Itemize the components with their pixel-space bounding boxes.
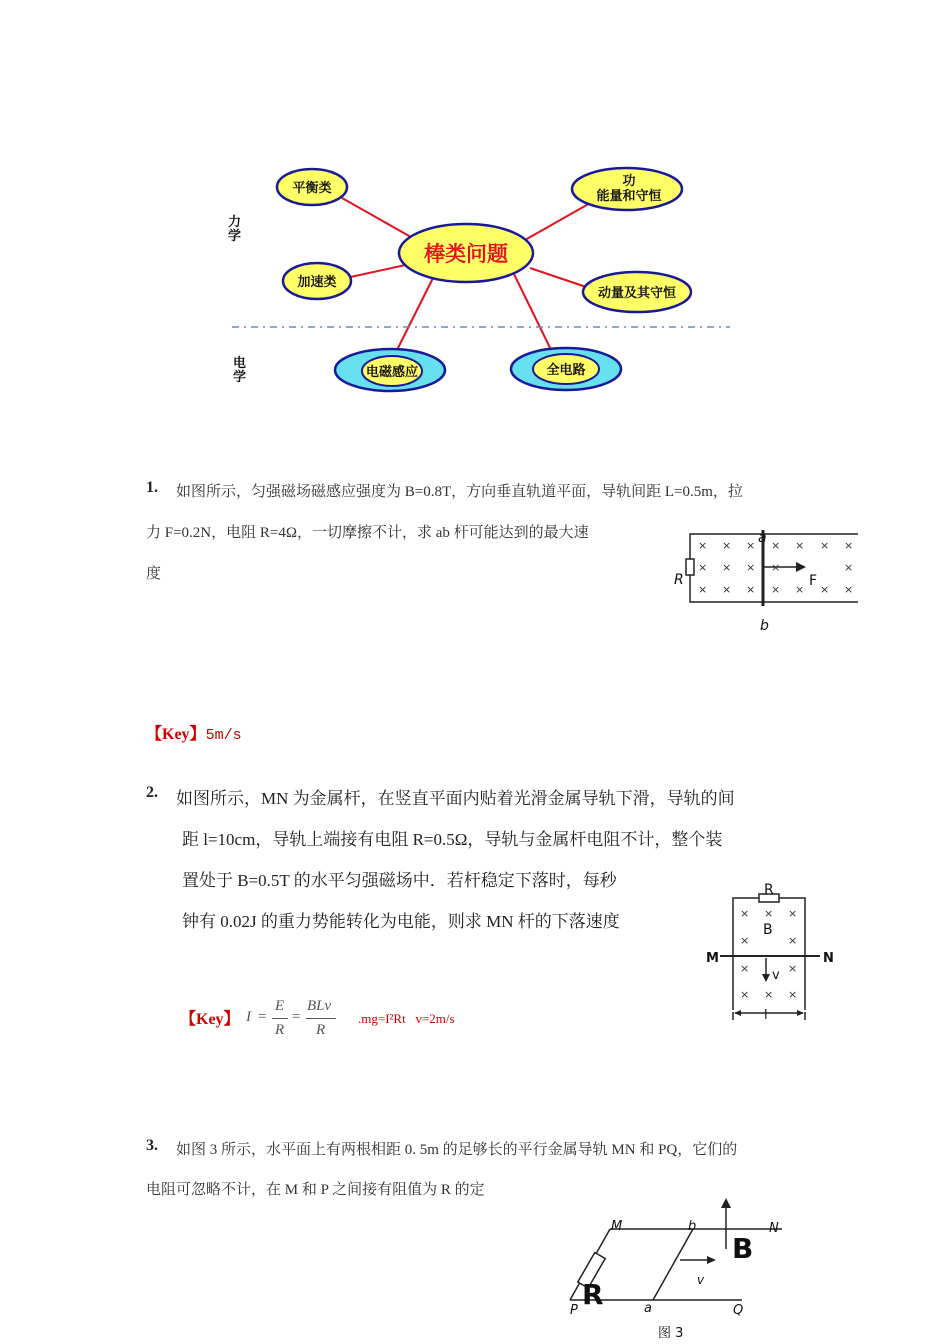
problem-1-key-answer: 5m/s — [205, 727, 242, 744]
svg-text:×: × — [844, 583, 854, 596]
fig2-label-N: N — [823, 951, 834, 966]
fig3-label-N: N — [769, 1221, 779, 1236]
formula-R-2: R — [316, 1022, 326, 1038]
node-acceleration-label: 加速类 — [297, 275, 337, 290]
svg-text:×: × — [722, 583, 732, 596]
problem-2-number: 2. — [146, 784, 158, 801]
svg-text:×: × — [795, 539, 805, 552]
svg-text:×: × — [771, 583, 781, 596]
svg-text:×: × — [740, 988, 750, 1001]
svg-text:×: × — [764, 988, 774, 1001]
svg-text:×: × — [722, 539, 732, 552]
fig2-label-R: R — [764, 882, 774, 898]
svg-text:×: × — [740, 962, 750, 975]
svg-text:×: × — [740, 934, 750, 947]
node-circuit — [511, 348, 621, 390]
label-electricity: 电学 — [233, 356, 247, 385]
problem-1-line-1: 如图所示，匀强磁场磁感应强度为 B=0.8T，方向垂直轨道平面，导轨间距 L=0.5m，拉 — [176, 484, 743, 500]
svg-text:×: × — [722, 561, 732, 574]
node-momentum — [583, 272, 691, 312]
svg-text:×: × — [698, 539, 708, 552]
svg-text:×: × — [788, 962, 798, 975]
label-mechanics: 力学 — [228, 215, 242, 244]
problem-2-line-4: 钟有 0.02J 的重力势能转化为电能，则求 MN 杆的下落速度 — [182, 912, 620, 931]
fig3-label-Q: Q — [733, 1303, 744, 1318]
svg-text:×: × — [746, 561, 756, 574]
mindmap-diagram — [200, 150, 760, 410]
svg-text:×: × — [820, 583, 830, 596]
problem-1-number: 1. — [146, 479, 158, 496]
formula-I: I — [246, 1009, 251, 1025]
svg-text:×: × — [698, 561, 708, 574]
fig3-label-R: R — [582, 1278, 604, 1311]
node-work-label: 功 — [622, 174, 636, 189]
node-momentum-label: 动量及其守恒 — [597, 286, 677, 301]
svg-text:×: × — [746, 583, 756, 596]
svg-text:×: × — [795, 583, 805, 596]
svg-text:×: × — [788, 907, 798, 920]
formula-E: E — [275, 998, 285, 1014]
problem-1-key — [146, 721, 242, 744]
fig3-label-P: P — [570, 1303, 578, 1318]
svg-text:×: × — [788, 988, 798, 1001]
node-induction-label: 电磁感应 — [365, 365, 419, 380]
svg-text:×: × — [820, 539, 830, 552]
svg-text:×: × — [764, 907, 774, 920]
fig1-label-a: a — [758, 530, 767, 546]
fig3-label-b: b — [688, 1219, 697, 1234]
svg-text:×: × — [771, 539, 781, 552]
svg-text:×: × — [771, 561, 781, 574]
problem-3-figure — [560, 1196, 810, 1342]
fig1-label-R: R — [674, 572, 684, 588]
problem-1-line-2: 力 F=0.2N，电阻 R=4Ω，一切摩擦不计，求 ab 杆可能达到的最大速 — [146, 525, 589, 541]
problem-2-key-answer: .mg=I²Rt v=2m/s — [358, 1011, 455, 1026]
node-energy-label: 能量和守恒 — [596, 189, 662, 204]
formula-eq-2: = — [292, 1009, 301, 1025]
fig2-label-B: B — [763, 922, 773, 938]
svg-text:×: × — [844, 561, 854, 574]
fig3-label-v: v — [697, 1273, 705, 1287]
problem-1-figure — [668, 526, 868, 641]
svg-text:×: × — [844, 539, 854, 552]
formula-R-1: R — [275, 1022, 285, 1038]
problem-1-line-3: 度 — [146, 566, 162, 582]
node-induction — [335, 349, 445, 391]
problem-2-line-3: 置处于 B=0.5T 的水平匀强磁场中．若杆稳定下落时，每秒 — [182, 871, 617, 890]
problem-2-line-2: 距 l=10cm，导轨上端接有电阻 R=0.5Ω，导轨与金属杆电阻不计，整个装 — [182, 830, 723, 849]
fig3-label-B: B — [732, 1232, 754, 1265]
problem-3-number: 3. — [146, 1137, 158, 1154]
problem-3-line-1: 如图 3 所示，水平面上有两根相距 0. 5m 的足够长的平行金属导轨 MN 和 PQ，它们的 — [176, 1142, 738, 1158]
fig3-label-M: M — [611, 1219, 623, 1234]
svg-text:×: × — [788, 934, 798, 947]
fig2-label-v: v — [772, 968, 780, 983]
svg-text:×: × — [740, 907, 750, 920]
node-balance-label: 平衡类 — [292, 181, 332, 196]
fig2-label-M: M — [706, 951, 719, 966]
node-work-energy — [572, 168, 682, 210]
fig1-label-F: F — [809, 573, 818, 589]
formula-eq-1: = — [258, 1009, 267, 1025]
fig3-label-a: a — [644, 1301, 652, 1316]
svg-text:×: × — [698, 583, 708, 596]
node-balance — [277, 169, 347, 205]
fig2-label-l: l — [764, 1008, 768, 1023]
problem-2-figure — [700, 876, 840, 1026]
formula-BLv: BLv — [307, 998, 332, 1014]
problem-3-line-2: 电阻可忽略不计，在 M 和 P 之间接有阻值为 R 的定 — [146, 1182, 485, 1198]
node-acceleration — [283, 263, 351, 299]
node-circuit-label: 全电路 — [546, 363, 586, 378]
center-node-label: 棒类问题 — [424, 242, 508, 266]
fig3-caption: 图 3 — [658, 1326, 684, 1341]
problem-2-key — [180, 1006, 240, 1029]
center-node — [399, 224, 533, 282]
problem-2-line-1: 如图所示，MN 为金属杆，在竖直平面内贴着光滑金属导轨下滑，导轨的间 — [176, 789, 735, 808]
svg-text:×: × — [746, 539, 756, 552]
problem-2-formula — [246, 998, 346, 1042]
problem-1-key-label: 【Key】 — [146, 726, 206, 743]
problem-2-key-label: 【Key】 — [180, 1011, 240, 1028]
fig1-label-b: b — [760, 618, 769, 634]
field-crosses — [698, 539, 853, 596]
